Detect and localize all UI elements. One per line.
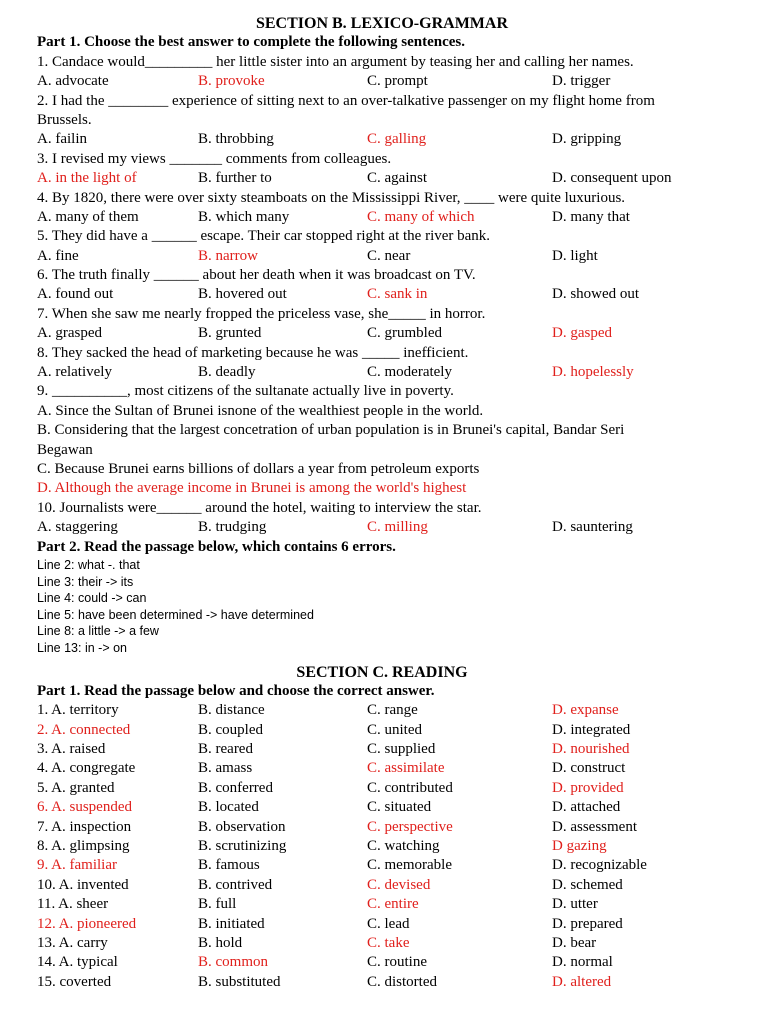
question-5-options (37, 247, 727, 266)
q10-option-b: B. trudging (198, 519, 267, 536)
reading-option-d: D gazing (552, 838, 607, 855)
reading-option-a: 12. A. pioneered (37, 915, 137, 932)
reading-option-d: D. schemed (552, 876, 623, 893)
reading-option-c: C. situated (367, 799, 432, 816)
reading-row (37, 915, 727, 934)
reading-option-a: 6. A. suspended (37, 799, 132, 816)
reading-row (37, 973, 727, 992)
q9-option-b-cont: Begawan (37, 441, 93, 458)
reading-option-c: C. memorable (367, 857, 452, 874)
reading-option-c: C. lead (367, 915, 410, 932)
reading-option-b: B. full (198, 896, 237, 913)
q7-option-a: A. grasped (37, 325, 102, 342)
reading-option-a: 8. A. glimpsing (37, 838, 130, 855)
reading-option-c: C. range (367, 702, 418, 719)
reading-row (37, 895, 727, 914)
q8-option-c: C. moderately (367, 364, 452, 381)
question-2-stem-cont: Brussels. (37, 111, 92, 128)
reading-row (37, 721, 727, 740)
q5-option-d: D. light (552, 247, 598, 264)
reading-row (37, 759, 727, 778)
question-7-stem: 7. When she saw me nearly fropped the priceless vase, she_____ in horror. (37, 305, 486, 322)
reading-option-a: 7. A. inspection (37, 818, 132, 835)
reading-row (37, 818, 727, 837)
reading-option-c: C. supplied (367, 741, 436, 758)
q2-option-b: B. throbbing (198, 131, 274, 148)
q4-option-a: A. many of them (37, 208, 139, 225)
q2-option-d: D. gripping (552, 131, 622, 148)
question-8-options (37, 363, 727, 382)
q9-option-c: C. Because Brunei earns billions of dollars a year from petroleum exports (37, 460, 480, 477)
reading-answer-table (37, 701, 727, 992)
reading-option-a: 2. A. connected (37, 721, 131, 738)
reading-option-d: D. recognizable (552, 857, 647, 874)
question-2-stem: 2. I had the ________ experience of sitting next to an over-talkative passenger on my flight home from (37, 92, 655, 109)
section-b-title: SECTION B. LEXICO-GRAMMAR (255, 15, 508, 32)
q1-option-d: D. trigger (552, 73, 611, 90)
question-4-stem: 4. By 1820, there were over sixty steamboats on the Mississippi River, ____ were quite luxurious. (37, 189, 626, 206)
question-6-options (37, 285, 727, 304)
error-line: Line 2: what -. that (37, 557, 140, 572)
reading-option-b: B. reared (198, 741, 253, 758)
error-line: Line 3: their -> its (37, 574, 134, 589)
question-5-stem: 5. They did have a ______ escape. Their car stopped right at the river bank. (37, 228, 491, 245)
question-1-stem: 1. Candace would_________ her little sister into an argument by teasing her and calling her names. (37, 53, 634, 70)
reading-option-c: C. devised (367, 876, 431, 893)
q8-option-a: A. relatively (37, 364, 112, 381)
reading-option-a: 15. coverted (37, 973, 112, 990)
reading-option-c: C. take (367, 934, 410, 951)
reading-option-a: 9. A. familiar (37, 857, 117, 874)
reading-option-c: C. watching (367, 838, 440, 855)
reading-option-d: D. bear (552, 934, 597, 951)
error-line: Line 8: a little -> a few (37, 624, 159, 639)
reading-row (37, 740, 727, 759)
q7-option-b: B. grunted (198, 325, 262, 342)
section-b-part2-title: Part 2. Read the passage below, which contains 6 errors. (37, 538, 396, 555)
reading-option-a: 3. A. raised (37, 741, 106, 758)
q4-option-d: D. many that (552, 208, 630, 225)
reading-option-d: D. prepared (552, 915, 623, 932)
q9-option-a: A. Since the Sultan of Brunei isnone of the wealthiest people in the world. (37, 402, 484, 419)
question-9-stem: 9. __________, most citizens of the sultanate actually live in poverty. (37, 383, 454, 400)
question-1-options (37, 72, 727, 91)
error-line: Line 4: could -> can (37, 591, 147, 606)
reading-option-b: B. amass (198, 760, 253, 777)
reading-option-d: D. normal (552, 954, 613, 971)
reading-row (37, 798, 727, 817)
q2-option-a: A. failin (37, 131, 87, 148)
reading-option-d: D. integrated (552, 721, 631, 738)
reading-option-a: 14. A. typical (37, 954, 118, 971)
q1-option-c: C. prompt (367, 73, 428, 90)
question-8-stem: 8. They sacked the head of marketing because he was _____ inefficient. (37, 344, 469, 361)
q5-option-c: C. near (367, 247, 411, 264)
q3-option-b: B. further to (198, 170, 272, 187)
reading-option-d: D. altered (552, 973, 612, 990)
reading-option-a: 11. A. sheer (37, 896, 109, 913)
reading-option-b: B. substituted (198, 973, 281, 990)
q1-option-a: A. advocate (37, 73, 109, 90)
reading-row (37, 934, 727, 953)
reading-row (37, 876, 727, 895)
q7-option-c: C. grumbled (367, 325, 442, 342)
reading-option-b: B. scrutinizing (198, 838, 287, 855)
reading-option-d: D. construct (552, 760, 626, 777)
q4-option-b: B. which many (198, 208, 290, 225)
reading-option-d: D. utter (552, 896, 598, 913)
reading-row (37, 856, 727, 875)
reading-option-c: C. routine (367, 954, 427, 971)
question-10-stem: 10. Journalists were______ around the hotel, waiting to interview the star. (37, 499, 482, 516)
reading-option-d: D. nourished (552, 741, 630, 758)
q5-option-a: A. fine (37, 247, 79, 264)
q3-option-c: C. against (367, 170, 427, 187)
reading-option-c: C. assimilate (367, 760, 445, 777)
reading-option-c: C. united (367, 721, 422, 738)
reading-row (37, 701, 727, 720)
reading-option-d: D. expanse (552, 702, 619, 719)
q2-option-c: C. galling (367, 131, 427, 148)
error-line: Line 5: have been determined -> have determined (37, 607, 314, 622)
q4-option-c: C. many of which (367, 208, 475, 225)
document-page (37, 14, 727, 992)
reading-row (37, 953, 727, 972)
reading-option-a: 5. A. granted (37, 779, 115, 796)
q8-option-b: B. deadly (198, 364, 256, 381)
reading-option-a: 10. A. invented (37, 876, 129, 893)
reading-option-d: D. provided (552, 779, 624, 796)
reading-option-a: 13. A. carry (37, 934, 108, 951)
reading-option-b: B. contrived (198, 876, 273, 893)
q5-option-b: B. narrow (198, 247, 258, 264)
q10-option-c: C. milling (367, 519, 428, 536)
q7-option-d: D. gasped (552, 325, 612, 342)
q9-option-b: B. Considering that the largest concetration of urban population is in Brunei's capital, Bandar Seri (37, 422, 625, 439)
question-6-stem: 6. The truth finally ______ about her death when it was broadcast on TV. (37, 267, 476, 284)
question-3-options (37, 169, 727, 188)
reading-option-b: B. observation (198, 818, 286, 835)
reading-option-b: B. common (198, 954, 268, 971)
reading-option-a: 4. A. congregate (37, 760, 136, 777)
reading-option-c: C. perspective (367, 818, 453, 835)
section-c-title: SECTION C. READING (296, 663, 468, 681)
reading-option-b: B. distance (198, 702, 265, 719)
section-c-part1-title: Part 1. Read the passage below and choose the correct answer. (37, 682, 435, 699)
section-b-part1-title: Part 1. Choose the best answer to complete the following sentences. (37, 34, 465, 51)
q8-option-d: D. hopelessly (552, 364, 634, 381)
question-3-stem: 3. I revised my views _______ comments from colleagues. (37, 150, 392, 167)
q9-option-d: D. Although the average income in Brunei is among the world's highest (37, 480, 467, 497)
reading-option-d: D. assessment (552, 818, 637, 835)
q3-option-d: D. consequent upon (552, 170, 672, 187)
q10-option-d: D. sauntering (552, 519, 633, 536)
reading-option-a: 1. A. territory (37, 702, 119, 719)
reading-option-c: C. entire (367, 896, 419, 913)
reading-option-d: D. attached (552, 799, 621, 816)
reading-option-b: B. hold (198, 934, 243, 951)
reading-option-c: C. distorted (367, 973, 437, 990)
reading-option-c: C. contributed (367, 779, 453, 796)
error-line: Line 13: in -> on (37, 640, 127, 655)
q3-option-a: A. in the light of (37, 170, 137, 187)
q6-option-b: B. hovered out (198, 286, 287, 303)
reading-option-b: B. located (198, 799, 259, 816)
q6-option-a: A. found out (37, 286, 114, 303)
question-2-options (37, 130, 727, 149)
q1-option-b: B. provoke (198, 73, 265, 90)
reading-row (37, 837, 727, 856)
question-4-options (37, 208, 727, 227)
q10-option-a: A. staggering (37, 519, 118, 536)
question-10-options (37, 518, 727, 537)
reading-row (37, 779, 727, 798)
q6-option-d: D. showed out (552, 286, 640, 303)
q6-option-c: C. sank in (367, 286, 428, 303)
reading-option-b: B. initiated (198, 915, 265, 932)
reading-option-b: B. coupled (198, 721, 263, 738)
reading-option-b: B. famous (198, 857, 260, 874)
question-7-options (37, 324, 727, 343)
reading-option-b: B. conferred (198, 779, 273, 796)
